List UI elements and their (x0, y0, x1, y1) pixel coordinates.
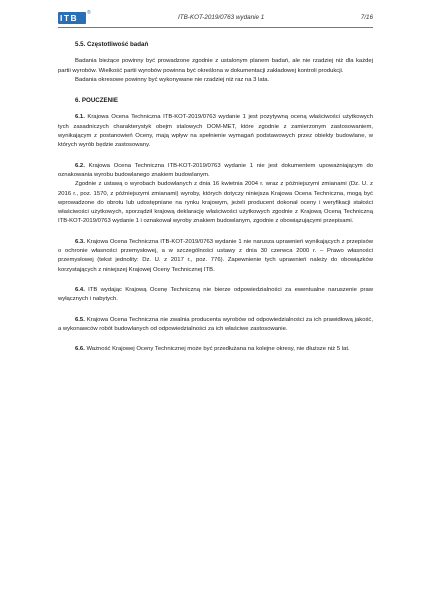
header-rule (58, 27, 373, 28)
clause-number-6-2: 6.2. (75, 162, 85, 169)
clause-text-6-2: Krajowa Ocena Techniczna ITB-KOT-2019/0763 wydanie 1 nie jest dokumentem upoważniającym do oznakowania wyrobu budowlanego znakiem budowlanym. (58, 162, 373, 178)
paragraph-6-2-b: Zgodnie z ustawą o wyrobach budowlanych z dnia 16 kwietnia 2004 r. wraz z późniejszymi zmianami (Dz. U. z 2016 r., poz. 1570, z późniejszymi zmianami) wyroby, których dotyczy niniejsza Krajowa Ocena Techniczna, mogą być wprowadzone do obrotu lub udostępniane na rynku krajowym, jeżeli producent dokonał oceny i weryfikacji stałości właściwości użytkowych, sporządził krajową deklarację właściwości użytkowych zgodnie z Krajową Oceną Techniczną ITB-KOT-2019/0763 wydanie 1 i oznakował wyroby znakiem budowlanym, zgodnie z obowiązującymi przepisami. (58, 181, 373, 225)
clause-text-6-3: Krajowa Ocena Techniczna ITB-KOT-2019/0763 wydanie 1 nie narusza uprawnień wynikających z przepisów o ochronie własności przemysłowej, a w szczególności ustawy z dnia 30 czerwca 2000 r. – Prawo własności przemysłowej (tekst jednolity: Dz. U. z 2017 r., poz. 776). Zapewnienie tych uprawnień należy do obowiązków korzystających z niniejszej Krajowej Oceny Technicznej ITB. (58, 238, 373, 273)
paragraph-6-5 (58, 316, 373, 335)
paragraph-6-4 (58, 286, 373, 305)
clause-number-6-4: 6.4. (75, 286, 85, 293)
paragraph-6-6 (58, 345, 373, 354)
page-header (58, 12, 373, 28)
section-title-6: 6. POUCZENIE (75, 97, 118, 105)
clause-number-6-5: 6.5. (75, 316, 85, 323)
clause-number-6-3: 6.3. (75, 238, 85, 245)
section-title-5-5: 5.5. Częstotliwość badań (75, 41, 149, 48)
document-reference: ITB-KOT-2019/0763 wydanie 1 (178, 14, 265, 21)
paragraph-5-5-a: Badania bieżące powinny być prowadzone zgodnie z ustalonym planem badań, ale nie rzadziej niż dla każdej partii wyrobów. Wielkość partii wyrobów powinna być określona w dokumentacji zakładowej kontroli produkcji. (58, 58, 373, 74)
clause-number-6-6: 6.6. (75, 346, 85, 353)
clause-text-6-6: Ważność Krajowej Oceny Technicznej może być przedłużana na kolejne okresy, nie dłuższe niż 5 lat. (86, 346, 350, 353)
clause-text-6-5: Krajowa Ocena Techniczna nie zwalnia producenta wyrobów od odpowiedzialności za ich prawidłową jakość, a wykonawców robót budowlanych od odpowiedzialności za ich właściwe zastosowanie. (58, 316, 374, 332)
clause-text-6-1: Krajowa Ocena Techniczna ITB-KOT-2019/0763 wydanie 1 jest pozytywną oceną właściwości użytkowych tych zasadniczych charakterystyk obejm stalowych DOM-MET, które zgodnie z zamierzonym zastosowaniem, wynikającym z postanowień Oceny, mają wpływ na spełnienie wymagań podstawowych przez obiekty budowlane, w których wyrób będzie zastosowany. (58, 114, 373, 149)
paragraph-6-2 (58, 162, 373, 181)
paragraph-5-5-b: Badania okresowe powinny być wykonywane nie rzadziej niż raz na 3 lata. (75, 76, 270, 83)
page-number: 7/16 (360, 14, 373, 21)
paragraph-6-3 (58, 238, 373, 275)
clause-number-6-1: 6.1. (75, 114, 85, 121)
document-body (58, 40, 373, 354)
logo-text: ITB (60, 13, 79, 23)
paragraph-6-1 (58, 113, 373, 150)
clause-text-6-4: ITB wydając Krajową Ocenę Techniczną nie bierze odpowiedzialności za ewentualne naruszenie praw wyłącznych i nabytych. (58, 286, 373, 303)
registered-mark: ® (87, 10, 91, 16)
itb-logo (58, 12, 86, 24)
